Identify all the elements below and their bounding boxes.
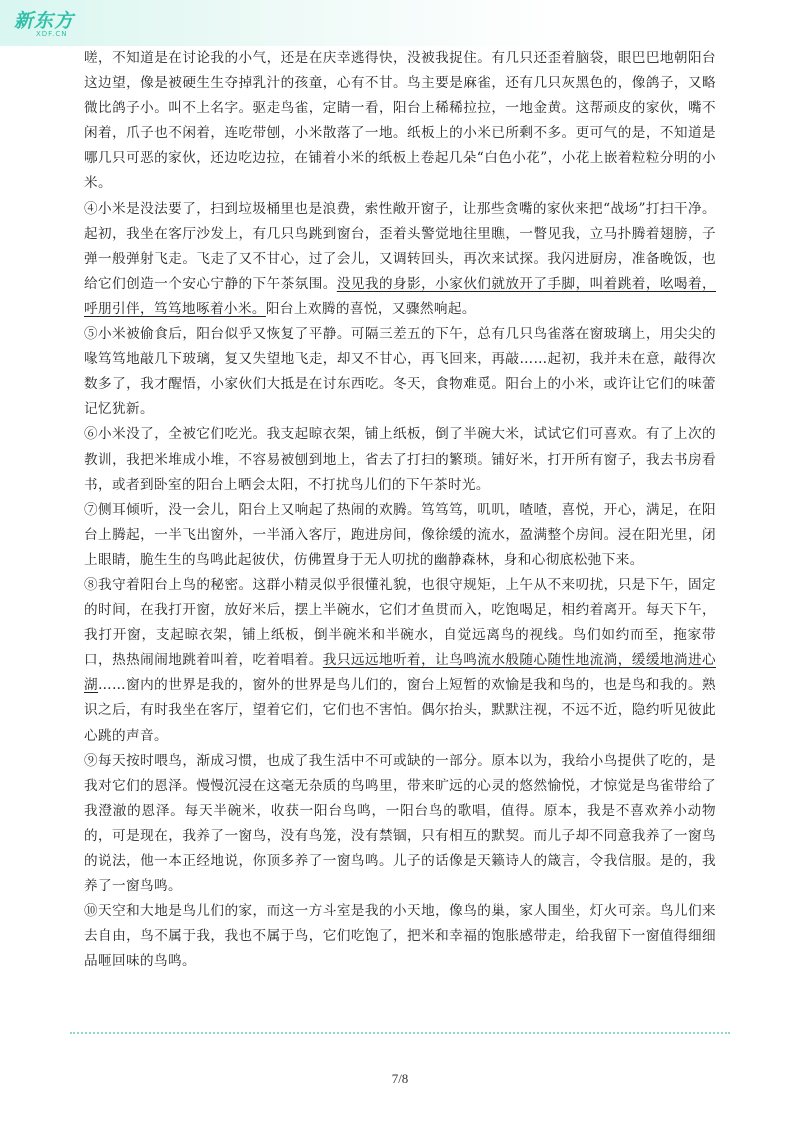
paragraph-text: ④小米是没法要了，扫到垃圾桶里也是浪费，索性敞开窗子，让那些贪嘴的家伙来把“战场”打扫干净。起初，我坐在客厅沙发上，有几只鸟跳到窗台，歪着头警觉地往里瞧，一瞥见我，立马扑腾着翅膀，子弹一般弹射飞走。飞走了又不甘心，过了会儿，又调转回头，再次来试探。我闪进厨房，准备晚饭，也给它们创造一个安心宁静的下午茶氛围。 <box>84 200 716 292</box>
paragraph-text: ……窗内的世界是我的，窗外的世界是鸟儿们的，窗台上短暂的欢愉是我和鸟的，也是鸟和我的。熟识之后，有时我坐在客厅，望着它们，它们也不害怕。偶尔抬头，默默注视，不远不近，隐约听见彼此心跳的声音。 <box>84 677 716 744</box>
paragraph-continuation <box>84 46 716 197</box>
paragraph-text: ⑩天空和大地是鸟儿们的家，而这一方斗室是我的小天地，像鸟的巢，家人围坐，灯火可亲。鸟儿们来去自由，鸟不属于我，我也不属于鸟，它们吃饱了，把米和幸福的饱胀感带走，给我留下一窗值得细细品咂回味的鸟鸣。 <box>84 903 716 970</box>
article-body <box>84 46 716 974</box>
paragraph-text: ⑥小米没了，全被它们吃光。我支起晾衣架，铺上纸板，倒了半碗大米，试试它们可喜欢。有了上次的教训，我把米堆成小堆，不容易被刨到地上，省去了打扫的繁琐。铺好米，打开所有窗子，我去书房看书，或者到卧室的阳台上晒会太阳，不打扰鸟儿们的下午茶时光。 <box>84 426 716 493</box>
header-band <box>0 0 800 46</box>
footer-divider <box>70 1032 730 1034</box>
xdf-logo <box>14 6 84 42</box>
underlined-sentence: 我只远远地听着，让鸟鸣流水般随心随性地流淌，缓缓地淌进心湖 <box>84 652 716 694</box>
paragraph-text: ⑤小米被偷食后，阳台似乎又恢复了平静。可隔三差五的下午，总有几只鸟雀落在窗玻璃上，用尖尖的喙笃笃地敲几下玻璃，复又失望地飞走，却又不甘心，再飞回来，再敲……起初，我并未在意，敲得次数多了，我才醒悟，小家伙们大抵是在讨东西吃。冬天，食物难觅。阳台上的小米，或许让它们的味蕾记忆犹新。 <box>84 326 716 418</box>
logo-text: 新东方 <box>14 10 75 32</box>
paragraph-8 <box>84 573 716 749</box>
underlined-sentence: 没见我的身影，小家伙们就放开了手脚，叫着跳着，吆喝着，呼朋引伴，笃笃地啄着小米。 <box>84 275 716 317</box>
paragraph-text: 嗟，不知道是在讨论我的小气，还是在庆幸逃得快，没被我捉住。有几只还歪着脑袋，眼巴巴地朝阳台这边望，像是被硬生生夺掉乳汁的孩童，心有不甘。鸟主要是麻雀，还有几只灰黑色的，像鸽子，又略微比鸽子小。叫不上名字。驱走鸟雀，定睛一看，阳台上稀稀拉拉，一地金黄。这帮顽皮的家伙，嘴不闲着，爪子也不闲着，连吃带刨，小米散落了一地。纸板上的小米已所剩不多。更可气的是，不知道是哪几只可恶的家伙，还边吃边拉，在铺着小米的纸板上卷起几朵“白色小花”，小花上嵌着粒粒分明的小米。 <box>84 50 716 192</box>
page-number: 7/8 <box>391 1071 409 1086</box>
paragraph-4 <box>84 197 716 322</box>
paragraph-9 <box>84 749 716 900</box>
paragraph-text: ⑦侧耳倾听，没一会儿，阳台上又响起了热闹的欢腾。笃笃笃，叽叽，喳喳，喜悦，开心，满足，在阳台上腾起，一半飞出窗外，一半涌入客厅，跑进房间，像徐缓的流水，盈满整个房间。浸在阳光里，闭上眼睛，脆生生的鸟鸣此起彼伏，仿佛置身于无人叨扰的幽静森林，身和心彻底松弛下来。 <box>84 501 716 568</box>
paragraph-10 <box>84 899 716 974</box>
paragraph-7 <box>84 498 716 573</box>
paragraph-text: ⑧我守着阳台上鸟的秘密。这群小精灵似乎很懂礼貌，也很守规矩，上午从不来叨扰，只是下午，固定的时间，在我打开窗，放好米后，摆上半碗水，它们才鱼贯而入，吃饱喝足，相约着离开。每天下午，我打开窗，支起晾衣架，铺上纸板，倒半碗米和半碗水，自觉远离鸟的视线。鸟们如约而至，拖家带口，热热闹闹地跳着叫着，吃着唱着。 <box>84 576 716 669</box>
paragraph-text: ⑨每天按时喂鸟，渐成习惯，也成了我生活中不可或缺的一部分。原本以为，我给小鸟提供了吃的，是我对它们的恩泽。慢慢沉浸在这毫无杂质的鸟鸣里，带来旷远的心灵的悠然愉悦，才惊觉是鸟雀带给了我澄澈的恩泽。每天半碗米，收获一阳台鸟鸣，一阳台鸟的歌唱，值得。原本，我是不喜欢养小动物的，可是现在，我养了一窗鸟，没有鸟笼，没有禁锢，只有相互的默契。而儿子却不同意我养了一窗鸟的说法，他一本正经地说，你顶多养了一窗鸟鸣。儿子的话像是天籁诗人的箴言，令我信服。是的，我养了一窗鸟鸣。 <box>84 752 716 895</box>
paragraph-5 <box>84 322 716 422</box>
paragraph-text: 阳台上欢腾的喜悦，又骤然响起。 <box>265 300 476 317</box>
logo-subtext: XDF.CN <box>36 30 68 38</box>
paragraph-6 <box>84 422 716 497</box>
